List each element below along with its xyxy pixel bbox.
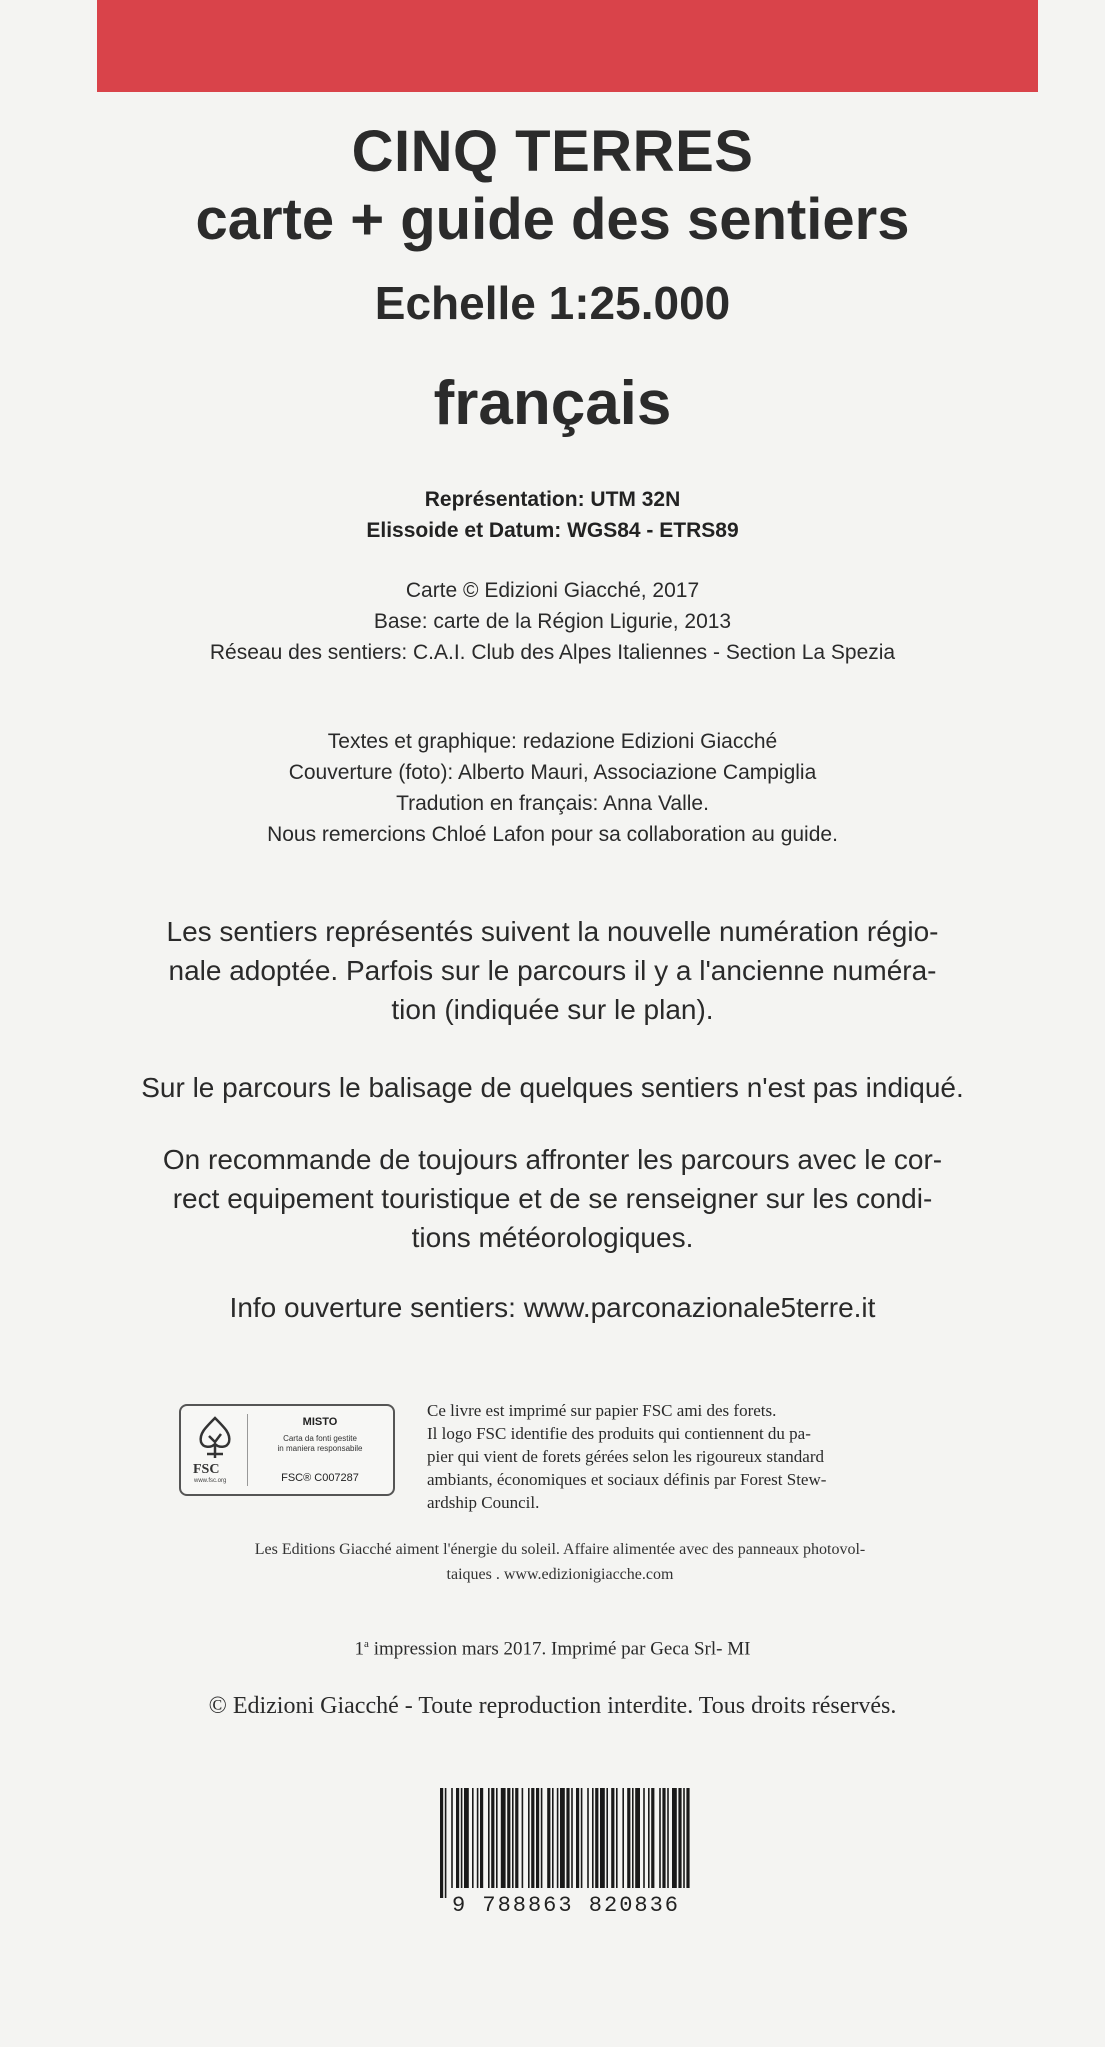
fsc-text-line: Il logo FSC identifie des produits qui contiennent du pa- xyxy=(427,1424,811,1443)
barcode-bar xyxy=(581,1788,583,1888)
barcode-bar xyxy=(560,1788,565,1888)
marking-paragraph: Sur le parcours le balisage de quelques sentiers n'est pas indiqué. xyxy=(141,1072,964,1103)
barcode-bar xyxy=(451,1788,453,1888)
projection-line: Représentation: UTM 32N xyxy=(424,488,681,511)
isbn-number: 9 788863 820836 xyxy=(451,1893,681,1918)
barcode-bar xyxy=(445,1788,447,1898)
barcode-bar xyxy=(440,1788,443,1898)
barcode-bar xyxy=(566,1788,569,1888)
edition-superscript: a xyxy=(364,1638,369,1650)
barcode-bar xyxy=(488,1788,490,1888)
eco-line: taiques . www.edizionigiacche.com xyxy=(446,1566,674,1583)
barcode-bar xyxy=(528,1788,530,1888)
barcode-bar xyxy=(587,1788,589,1888)
trail-numbering-paragraph xyxy=(0,912,1105,1029)
barcode-bar xyxy=(600,1788,605,1888)
barcode-bar xyxy=(648,1788,650,1888)
barcode xyxy=(436,1788,696,1958)
paragraph-line: nale adoptée. Parfois sur le parcours il y a l'ancienne numéra- xyxy=(168,955,937,986)
fsc-sub-line: in maniera responsabile xyxy=(277,1444,363,1453)
fsc-wordmark: FSC xyxy=(193,1462,220,1477)
barcode-bar xyxy=(683,1788,685,1888)
map-credits xyxy=(0,575,1105,668)
barcode-bar xyxy=(531,1788,534,1888)
paragraph-line: tions météorologiques. xyxy=(411,1222,694,1253)
fsc-text-line: Ce livre est imprimé sur papier FSC ami des forets. xyxy=(427,1401,777,1420)
paragraph-line: tion (indiquée sur le plan). xyxy=(391,994,714,1025)
barcode-bar xyxy=(477,1788,479,1888)
fsc-tree-icon xyxy=(191,1414,239,1462)
credit-line: Couverture (foto): Alberto Mauri, Associazione Campiglia xyxy=(288,761,817,784)
barcode-bar xyxy=(592,1788,594,1888)
barcode-bar xyxy=(667,1788,669,1888)
barcode-bar xyxy=(635,1788,640,1888)
barcode-bar xyxy=(480,1788,483,1888)
barcode-bar xyxy=(632,1788,634,1888)
paragraph-line: Les sentiers représentés suivent la nouvelle numération régio- xyxy=(166,916,939,947)
solar-energy-note xyxy=(150,1537,970,1587)
fsc-text-line: pier qui vient de forets gérées selon les rigoureux standard xyxy=(427,1447,825,1466)
barcode-bar xyxy=(541,1788,543,1888)
barcode-bar xyxy=(557,1788,559,1888)
barcode-bar xyxy=(501,1788,506,1888)
fsc-sub-line: Carta da fonti gestite xyxy=(283,1434,357,1443)
barcode-bar xyxy=(552,1788,554,1888)
barcode-bar xyxy=(643,1788,645,1888)
print-text: impression mars 2017. Imprimé par Geca Srl- MI xyxy=(368,1638,751,1660)
title-line-2: carte + guide des sentiers xyxy=(195,187,910,252)
language-label: français xyxy=(433,369,672,438)
print-info xyxy=(0,1638,1105,1660)
barcode-bar xyxy=(606,1788,608,1888)
barcode-bar xyxy=(571,1788,573,1888)
barcode-bar xyxy=(515,1788,518,1888)
map-scale: Echelle 1:25.000 xyxy=(374,277,731,329)
credit-line: Textes et graphique: redazione Edizioni Giacché xyxy=(327,730,778,753)
header-color-band xyxy=(97,0,1038,92)
datum-line: Elissoide et Datum: WGS84 - ETRS89 xyxy=(366,519,739,542)
barcode-bar xyxy=(622,1788,624,1888)
barcode-bar xyxy=(662,1788,665,1888)
fsc-divider xyxy=(247,1414,248,1486)
fsc-text-line: ambiants, économiques et sociaux définis par Forest Stew- xyxy=(427,1470,827,1489)
barcode-bars xyxy=(436,1788,696,1898)
credit-line: Nous remercions Chloé Lafon pour sa collaboration au guide. xyxy=(267,823,838,846)
edition-number: 1 xyxy=(354,1638,365,1660)
barcode-bar xyxy=(686,1788,689,1888)
barcode-bar xyxy=(595,1788,598,1888)
credit-line: Tradution en français: Anna Valle. xyxy=(396,792,709,815)
credit-line: Réseau des sentiers: C.A.I. Club des Alpes Italiennes - Section La Spezia xyxy=(209,641,896,664)
fsc-mix-label: MISTO xyxy=(302,1416,338,1428)
fsc-logo xyxy=(179,1404,395,1496)
barcode-bar xyxy=(496,1788,498,1888)
barcode-bar xyxy=(678,1788,681,1888)
barcode-bar xyxy=(512,1788,514,1888)
barcode-bar xyxy=(547,1788,550,1888)
fsc-url: www.fsc.org xyxy=(194,1478,227,1484)
barcode-bar xyxy=(536,1788,539,1888)
barcode-bar xyxy=(464,1788,469,1888)
paragraph-line: On recommande de toujours affronter les parcours avec le cor- xyxy=(162,1144,943,1175)
barcode-bar xyxy=(576,1788,579,1888)
barcode-bar xyxy=(491,1788,494,1888)
copyright-notice: © Edizioni Giacché - Toute reproduction interdite. Tous droits réservés. xyxy=(208,1693,897,1719)
credit-line: Carte © Edizioni Giacché, 2017 xyxy=(405,579,700,602)
eco-line: Les Editions Giacché aiment l'énergie du soleil. Affaire alimentée avec des panneaux photovol- xyxy=(254,1541,866,1558)
barcode-bar xyxy=(616,1788,618,1888)
trail-info-line: Info ouverture sentiers: www.parconazionale5terre.it xyxy=(229,1292,876,1323)
barcode-bar xyxy=(611,1788,614,1888)
barcode-bar xyxy=(456,1788,459,1888)
paragraph-line: rect equipement touristique et de se renseigner sur les condi- xyxy=(172,1183,933,1214)
editorial-credits xyxy=(0,726,1105,850)
fsc-description xyxy=(427,1399,947,1514)
barcode-bar xyxy=(672,1788,677,1888)
barcode-bar xyxy=(507,1788,510,1888)
equipment-paragraph xyxy=(0,1140,1105,1257)
title-line-1: CINQ TERRES xyxy=(351,119,754,184)
barcode-bar xyxy=(659,1788,661,1888)
fsc-sub-label xyxy=(253,1434,387,1454)
barcode-bar xyxy=(651,1788,654,1888)
fsc-license-code: FSC® C007287 xyxy=(281,1472,359,1484)
barcode-bar xyxy=(627,1788,630,1888)
credit-line: Base: carte de la Région Ligurie, 2013 xyxy=(373,610,732,633)
barcode-bar xyxy=(461,1788,463,1888)
barcode-bar xyxy=(472,1788,474,1888)
barcode-bar xyxy=(522,1788,524,1888)
projection-info xyxy=(0,484,1105,546)
fsc-text-line: ardship Council. xyxy=(427,1493,540,1512)
